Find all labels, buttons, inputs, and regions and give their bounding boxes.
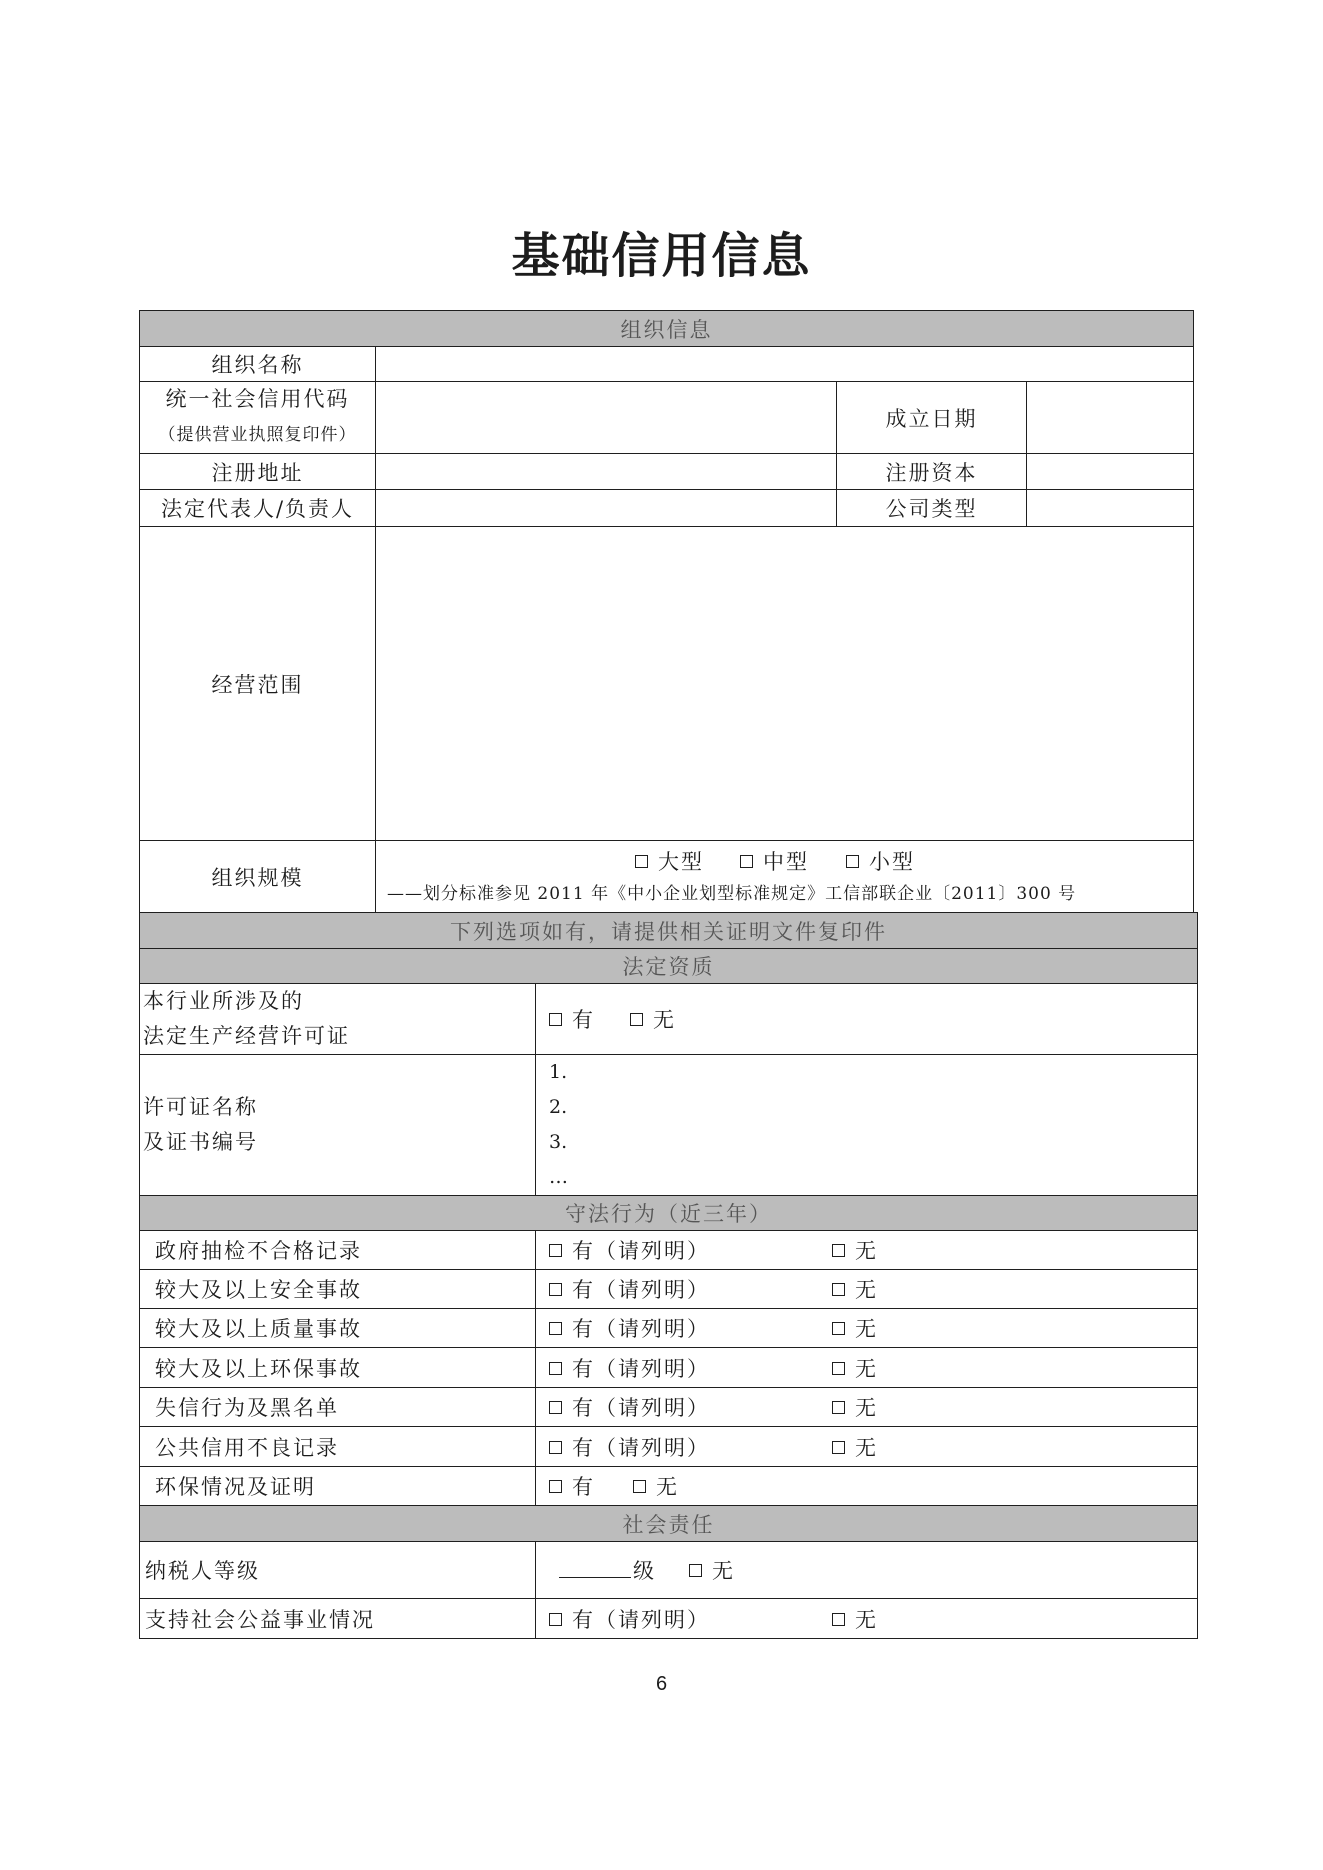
scale-option-large [635, 845, 740, 879]
page-title: 基础信用信息 [511, 228, 812, 284]
checkbox-no [832, 1441, 845, 1454]
cert-label-line1: 许可证名称 [143, 1095, 258, 1119]
checkbox-yes [549, 1322, 562, 1335]
table-row [140, 1309, 1198, 1348]
option-no [832, 1432, 878, 1462]
grade-suffix: 级 [633, 1559, 656, 1583]
legal-representative-label: 法定代表人/负责人 [140, 490, 376, 527]
option-yes [549, 1604, 832, 1634]
table-row [140, 1542, 1198, 1599]
checkbox-no [832, 1244, 845, 1257]
header-row [140, 1196, 1198, 1231]
option-label-yes: 有（请列明） [572, 1278, 710, 1302]
checkbox-no [832, 1322, 845, 1335]
registered-address-field [376, 454, 837, 490]
taxpayer-grade-options [536, 1542, 1198, 1599]
compliance-label: 较大及以上质量事故 [140, 1309, 536, 1348]
company-type-field [1027, 490, 1194, 527]
license-label-cell [140, 984, 536, 1055]
table-row [140, 347, 1194, 382]
checkbox-no [832, 1401, 845, 1414]
cert-item-3: 3. [549, 1131, 568, 1153]
option-no [832, 1235, 878, 1265]
scale-options [376, 845, 1193, 879]
compliance-options [536, 1348, 1198, 1388]
option-label-no: 无 [653, 1008, 676, 1032]
checkbox-no [832, 1613, 845, 1626]
grade-blank-line [559, 1557, 631, 1578]
cert-label-cell [140, 1055, 536, 1196]
credit-code-note: （提供营业执照复印件） [158, 425, 357, 445]
compliance-options [536, 1309, 1198, 1348]
option-yes [549, 1313, 832, 1343]
checkbox-medium [740, 855, 753, 868]
charity-support-label: 支持社会公益事业情况 [140, 1599, 536, 1639]
cert-item-2: 2. [549, 1096, 568, 1118]
table-row [140, 1467, 1198, 1506]
option-yes [549, 1235, 832, 1265]
compliance-label: 较大及以上安全事故 [140, 1270, 536, 1309]
option-label-yes: 有（请列明） [572, 1239, 710, 1263]
option-label-yes: 有（请列明） [572, 1607, 710, 1632]
option-yes [549, 1392, 832, 1422]
option-label-medium: 中型 [763, 849, 809, 874]
checkbox-yes [549, 1283, 562, 1296]
option-label-large: 大型 [658, 849, 704, 874]
organization-name-field [376, 347, 1194, 382]
license-options [536, 984, 1198, 1055]
checkbox-yes [549, 1244, 562, 1257]
checkbox-yes [549, 1362, 562, 1375]
table-row [140, 1231, 1198, 1270]
option-label-no: 无 [855, 1278, 878, 1302]
license-option-no [630, 1004, 676, 1034]
option-no [832, 1313, 878, 1343]
checkbox-yes [549, 1441, 562, 1454]
scale-option-medium [740, 845, 846, 879]
table-row [140, 984, 1198, 1055]
checkbox-yes [549, 1480, 562, 1493]
option-no [832, 1274, 878, 1304]
credit-code-label: 统一社会信用代码 [165, 387, 350, 411]
scale-option-small [846, 845, 915, 879]
charity-support-options [536, 1599, 1198, 1639]
header-row [140, 1506, 1198, 1542]
checkbox-no [633, 1480, 646, 1493]
option-label-no: 无 [855, 1396, 878, 1420]
compliance-options [536, 1427, 1198, 1467]
section-header-legal-qualification: 法定资质 [140, 949, 1198, 984]
business-scope-label: 经营范围 [140, 527, 376, 841]
organization-scale-field [376, 841, 1194, 913]
compliance-options [536, 1270, 1198, 1309]
checkbox-yes [549, 1401, 562, 1414]
cert-label-line2: 及证书编号 [143, 1130, 258, 1154]
compliance-label: 失信行为及黑名单 [140, 1388, 536, 1427]
table-row [140, 1427, 1198, 1467]
business-scope-field [376, 527, 1194, 841]
option-label-yes: 有 [572, 1008, 595, 1032]
option-yes [549, 1432, 832, 1462]
option-label-small: 小型 [869, 849, 915, 874]
license-label-line2: 法定生产经营许可证 [143, 1024, 350, 1048]
credit-code-label-cell [140, 382, 376, 454]
header-row [140, 949, 1198, 984]
checkbox-no [630, 1013, 643, 1026]
option-label-no: 无 [712, 1559, 735, 1583]
founding-date-label: 成立日期 [837, 382, 1027, 454]
credit-details-table [139, 912, 1198, 1639]
compliance-label: 公共信用不良记录 [140, 1427, 536, 1467]
option-label-yes: 有（请列明） [572, 1435, 710, 1460]
credit-code-field [376, 382, 837, 454]
compliance-options [536, 1231, 1198, 1270]
table-row [140, 527, 1194, 841]
registered-capital-field [1027, 454, 1194, 490]
option-label-no: 无 [855, 1607, 878, 1632]
table-row [140, 841, 1194, 913]
organization-scale-label: 组织规模 [140, 841, 376, 913]
founding-date-field [1027, 382, 1194, 454]
compliance-label: 政府抽检不合格记录 [140, 1231, 536, 1270]
taxpayer-grade-entry [559, 1555, 689, 1585]
table-row [140, 454, 1194, 490]
taxpayer-grade-label: 纳税人等级 [140, 1542, 536, 1599]
registered-address-label: 注册地址 [140, 454, 376, 490]
compliance-options [536, 1467, 1198, 1506]
compliance-options [536, 1388, 1198, 1427]
scale-standard-note: ——划分标准参见 2011 年《中小企业划型标准规定》工信部联企业〔2011〕300 号 [387, 883, 1077, 904]
license-option-yes [549, 1004, 630, 1034]
option-label-yes: 有（请列明） [572, 1356, 710, 1381]
legal-representative-field [376, 490, 837, 527]
option-yes [549, 1353, 832, 1383]
option-yes [549, 1471, 633, 1501]
table-row [140, 382, 1194, 454]
registered-capital-label: 注册资本 [837, 454, 1027, 490]
option-no [689, 1555, 735, 1585]
option-label-no: 无 [855, 1356, 878, 1381]
option-label-no: 无 [855, 1239, 878, 1263]
company-type-label: 公司类型 [837, 490, 1027, 527]
option-label-yes: 有 [572, 1475, 595, 1499]
section-header-compliance: 守法行为（近三年） [140, 1196, 1198, 1231]
page-number: 6 [655, 1673, 668, 1695]
option-no [832, 1604, 878, 1634]
section-header-notice: 下列选项如有，请提供相关证明文件复印件 [140, 913, 1198, 949]
cert-item-1: 1. [549, 1061, 568, 1083]
table-row [140, 1055, 1198, 1196]
cert-list [536, 1055, 1198, 1196]
option-yes [549, 1274, 832, 1304]
checkbox-large [635, 855, 648, 868]
table-row [140, 1599, 1198, 1639]
option-label-no: 无 [855, 1317, 878, 1341]
option-label-no: 无 [656, 1475, 679, 1499]
license-label-line1: 本行业所涉及的 [143, 989, 304, 1013]
table-row [140, 1270, 1198, 1309]
checkbox-no [689, 1564, 702, 1577]
option-label-yes: 有（请列明） [572, 1396, 710, 1420]
organization-name-label: 组织名称 [140, 347, 376, 382]
cert-item-more: … [549, 1166, 568, 1188]
option-no [832, 1353, 878, 1383]
section-header-organization-info: 组织信息 [140, 311, 1194, 347]
checkbox-no [832, 1362, 845, 1375]
table-row [140, 490, 1194, 527]
option-label-yes: 有（请列明） [572, 1317, 710, 1341]
compliance-label: 较大及以上环保事故 [140, 1348, 536, 1388]
checkbox-yes [549, 1613, 562, 1626]
option-no [633, 1471, 679, 1501]
table-row [140, 1388, 1198, 1427]
compliance-label: 环保情况及证明 [140, 1467, 536, 1506]
organization-info-table [139, 310, 1194, 913]
table-row [140, 1348, 1198, 1388]
header-row [140, 311, 1194, 347]
checkbox-no [832, 1283, 845, 1296]
option-label-no: 无 [855, 1435, 878, 1460]
checkbox-yes [549, 1013, 562, 1026]
section-header-social-responsibility: 社会责任 [140, 1506, 1198, 1542]
option-no [832, 1392, 878, 1422]
checkbox-small [846, 855, 859, 868]
header-row [140, 913, 1198, 949]
